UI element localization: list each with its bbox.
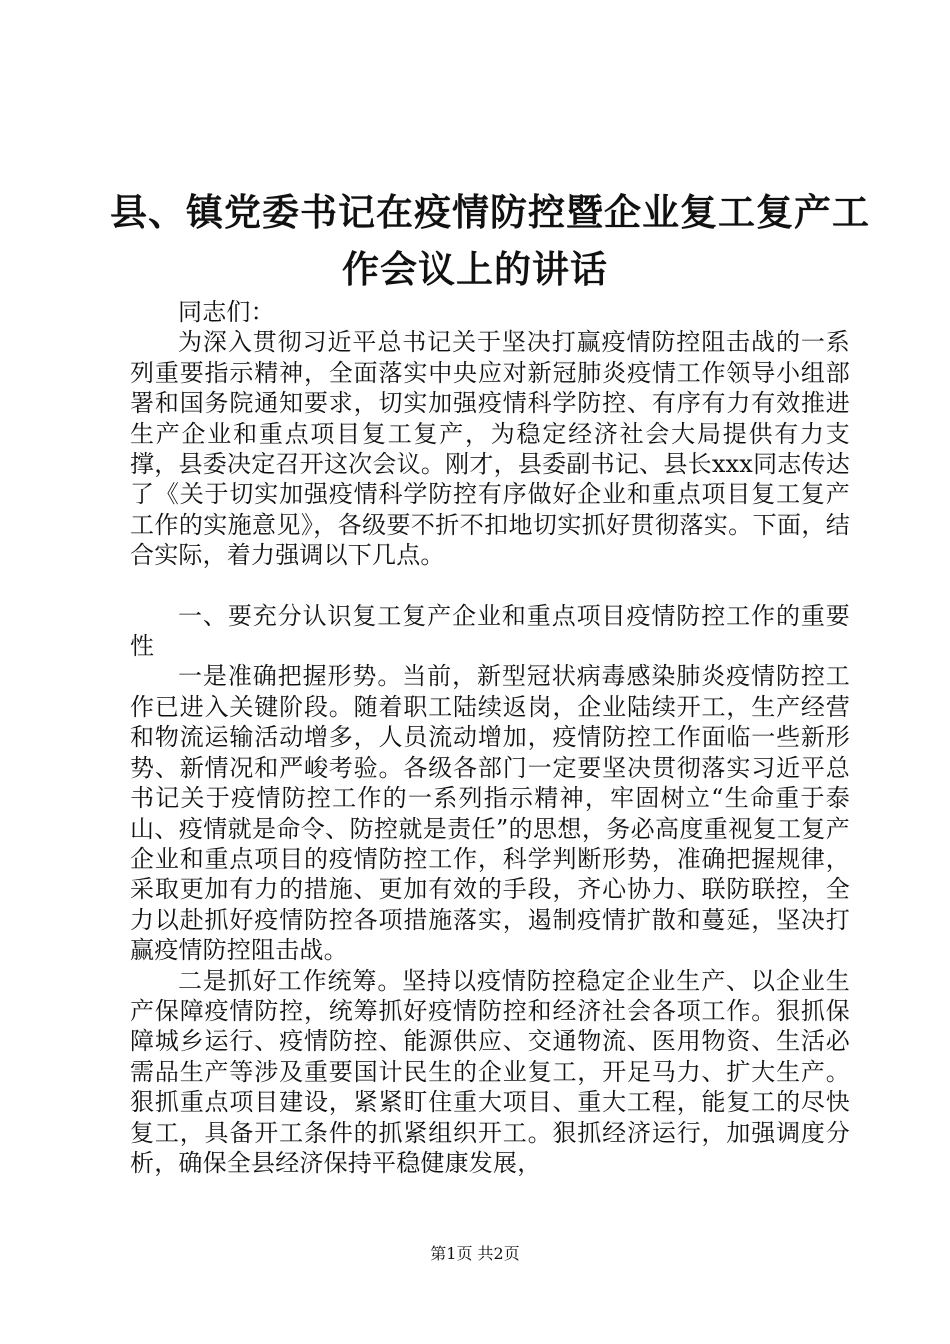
document-title-line-2: 作会议上的讲话 <box>342 248 608 291</box>
paragraph-intro: 为深入贯彻习近平总书记关于坚决打赢疫情防控阻击战的一系列重要指示精神，全面落实中央应对新冠肺炎疫情工作领导小组部署和国务院通知要求，切实加强疫情科学防控、有序有力有效推进生产企业和重点项目复工复产，为稳定经济社会大局提供有力支撑，县委决定召开这次会议。刚才，县委副书记、县长xxx同志传达了《关于切实加强疫情科学防控有序做好企业和重点项目复工复产工作的实施意见》，各级要不折不扣地切实抓好贯彻落实。下面，结合实际，着力强调以下几点。 <box>130 328 850 570</box>
paragraph-point-2: 二是抓好工作统筹。坚持以疫情防控稳定企业生产、以企业生产保障疫情防控，统筹抓好疫情防控和经济社会各项工作。狠抓保障城乡运行、疫情防控、能源供应、交通物流、医用物资、生活必需品生产等涉及重要国计民生的企业复工，开足马力、扩大生产。狠抓重点项目建设，紧紧盯住重大项目、重大工程，能复工的尽快复工，具备开工条件的抓紧组织开工。狠抓经济运行，加强调度分析，确保全县经济保持平稳健康发展， <box>130 966 850 1177</box>
section-heading-1: 一、要充分认识复工复产企业和重点项目疫情防控工作的重要性 <box>130 601 850 661</box>
document-body <box>130 297 850 1178</box>
page-footer: 第1页 共2页 <box>430 1244 520 1263</box>
paragraph-point-1: 一是准确把握形势。当前，新型冠状病毒感染肺炎疫情防控工作已进入关键阶段。随着职工陆续返岗，企业陆续开工，生产经营和物流运输活动增多，人员流动增加，疫情防控工作面临一些新形势、新情况和严峻考验。各级各部门一定要坚决贯彻落实习近平总书记关于疫情防控工作的一系列指示精神，牢固树立“生命重于泰山、疫情就是命令、防控就是责任”的思想，务必高度重视复工复产企业和重点项目的疫情防控工作，科学判断形势，准确把握规律，采取更加有力的措施、更加有效的手段，齐心协力、联防联控，全力以赴抓好疫情防控各项措施落实，遏制疫情扩散和蔓延，坚决打赢疫情防控阻击战。 <box>130 662 850 965</box>
salutation: 同志们： <box>178 298 275 326</box>
document-title-line-1: 县、镇党委书记在疫情防控暨企业复工复产工 <box>110 191 870 234</box>
